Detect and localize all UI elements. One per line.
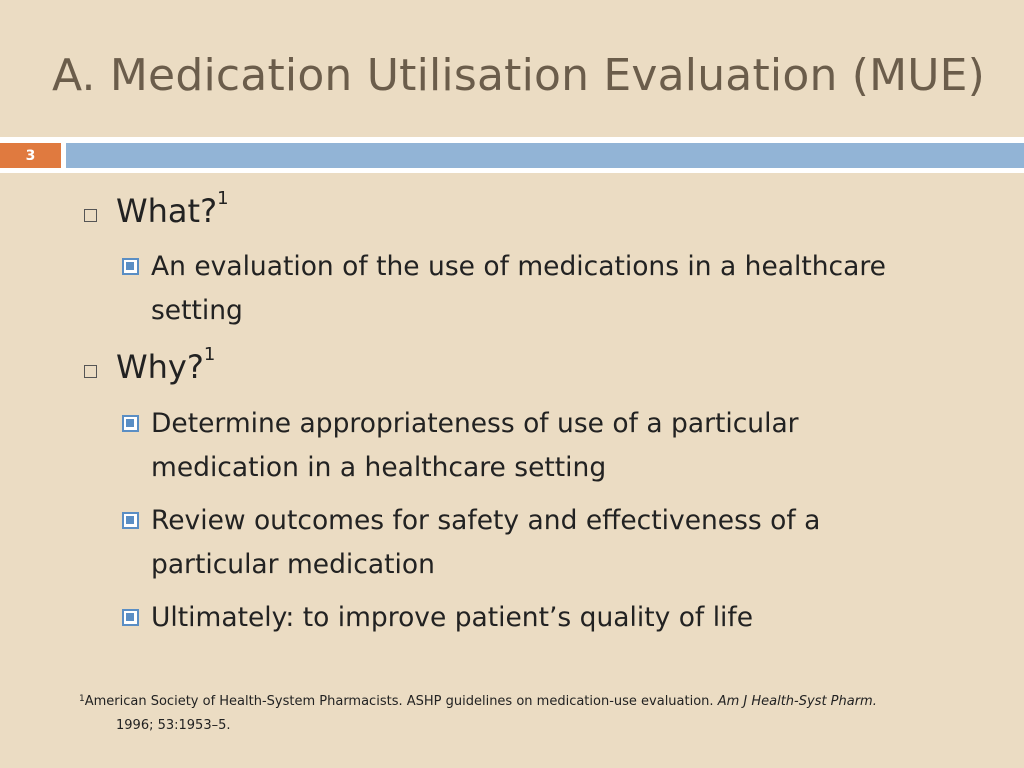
bullet-text: An evaluation of the use of medications in a healthcare setting: [151, 251, 886, 326]
blue-square-bullet-icon: [122, 415, 139, 432]
slide-title: A. Medication Utilisation Evaluation (MUE): [52, 50, 986, 101]
footnote-ref: 1: [217, 188, 229, 209]
footnote-text: American Society of Health-System Pharmacists. ASHP guidelines on medication-use evaluation.: [84, 694, 718, 709]
footnote-citation: 1996; 53:1953–5.: [116, 718, 231, 733]
blue-square-bullet-icon: [122, 258, 139, 275]
bullet-text: Ultimately: to improve patient’s quality of life: [151, 602, 754, 633]
section-heading: [116, 188, 229, 230]
section-heading-text: Why?: [116, 348, 204, 386]
footnote-ref: 1: [203, 344, 216, 365]
blue-square-bullet-icon: [122, 512, 139, 529]
blue-square-bullet-icon: [122, 609, 139, 626]
section-heading-text: What?: [116, 192, 218, 230]
footnote: [79, 690, 999, 738]
hollow-square-bullet-icon: [84, 365, 97, 378]
slide-number: 3: [0, 143, 61, 168]
section-heading: [116, 344, 216, 386]
footnote-marker: 1: [79, 694, 85, 704]
footnote-journal: Am J Health-Syst Pharm.: [717, 694, 877, 709]
accent-bar: [66, 143, 1024, 168]
hollow-square-bullet-icon: [84, 209, 97, 222]
bullet-text: Determine appropriateness of use of a particular medication in a healthcare setting: [151, 408, 799, 483]
bullet-text: Review outcomes for safety and effectiveness of a particular medication: [151, 505, 821, 580]
